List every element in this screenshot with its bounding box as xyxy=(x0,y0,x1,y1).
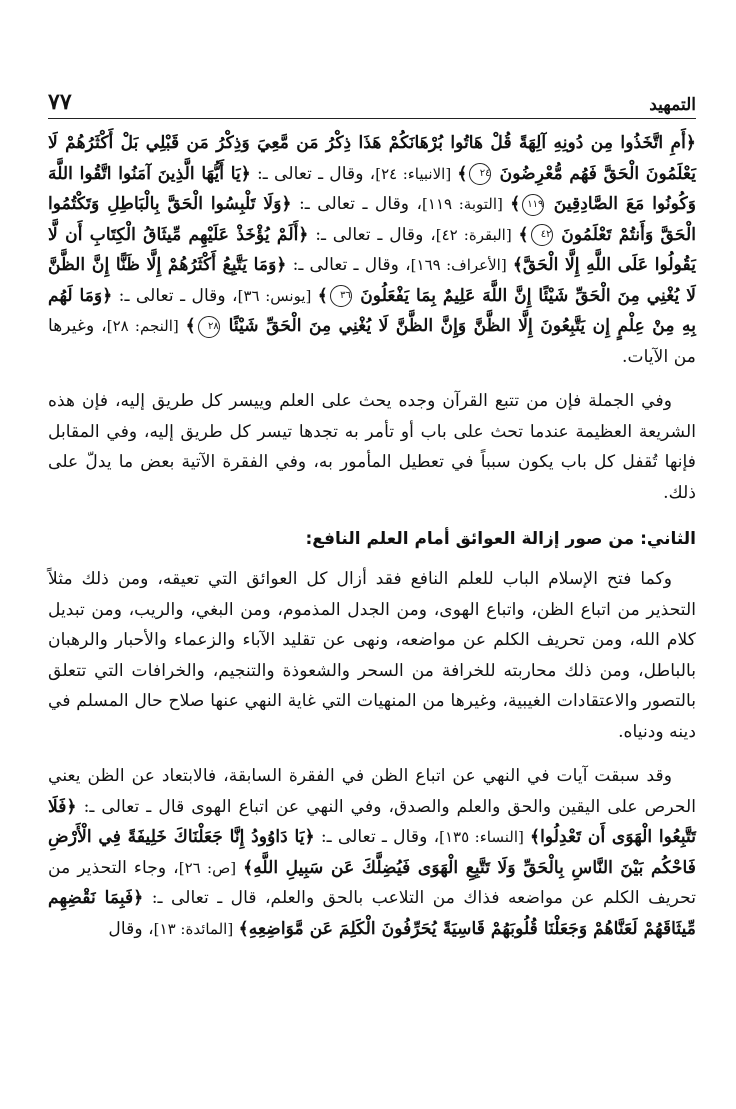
body-text: ، وقال ـ تعالى ـ: xyxy=(320,827,440,847)
quran-verse: ﴿فَلَا تَتَّبِعُوا الْهَوَى أَن تَعْدِلُوا﴾ xyxy=(48,796,697,847)
header-rule xyxy=(48,118,696,119)
body-text: ، وغيرها من الآيات. xyxy=(48,316,696,367)
paragraph-quran-verses: ﴿أَمِ اتَّخَذُوا مِن دُونِهِ آلِهَةً قُلْ هَاتُوا بُرْهَانَكُمْ هَذَا ذِكْرُ مَن مَّعِيَ وَذِكْرُ مَن قَبْلِي بَلْ أَكْثَرُهُمْ لَا يَعْلَمُونَ الْحَقَّ فَهُم مُّعْرِضُونَ ٢٤﴾ [الانبياء: ٢٤]، وقال ـ تعالى ـ: ﴿يَا أَيُّهَا الَّذِينَ آمَنُوا اتَّقُوا اللَّهَ وَكُونُوا مَعَ الصَّادِقِينَ ١١٩﴾ [التوبة: ١١٩]، وقال ـ تعالى ـ: ﴿وَلَا تَلْبِسُوا الْحَقَّ بِالْبَاطِلِ وَتَكْتُمُوا الْحَقَّ وَأَنتُمْ تَعْلَمُونَ ٤٢﴾ [البقرة: ٤٢]، وقال ـ تعالى ـ: ﴿أَلَمْ يُؤْخَذْ عَلَيْهِم مِّيثَاقُ الْكِتَابِ أَن لَّا يَقُولُوا عَلَى اللَّهِ إِلَّا الْحَقَّ﴾ [الأعراف: ١٦٩]، وقال ـ تعالى ـ: ﴿وَمَا يَتَّبِعُ أَكْثَرُهُمْ إِلَّا ظَنًّا إِنَّ الظَّنَّ لَا يُغْنِي مِنَ الْحَقِّ شَيْئًا إِنَّ اللَّهَ عَلِيمٌ بِمَا يَفْعَلُونَ ٣٦﴾ [يونس: ٣٦]، وقال ـ تعالى ـ: ﴿وَمَا لَهُم بِهِ مِنْ عِلْمٍ إِن يَتَّبِعُونَ إِلَّا الظَّنَّ وَإِنَّ الظَّنَّ لَا يُغْنِي مِنَ الْحَقِّ شَيْئًا ٢٨﴾ [النجم: ٢٨]، وغيرها من الآيات. xyxy=(48,133,697,367)
running-title: التمهيد xyxy=(649,95,696,115)
paragraph-desire-verses xyxy=(48,761,696,944)
quran-verse: ﴿أَمِ اتَّخَذُوا مِن دُونِهِ آلِهَةً قُلْ هَاتُوا بُرْهَانَكُمْ هَذَا ذِكْرُ مَن مَّعِيَ وَذِكْرُ مَن قَبْلِي بَلْ أَكْثَرُهُمْ لَا يَعْلَمُونَ الْحَقَّ فَهُم مُّعْرِضُونَ xyxy=(48,133,697,184)
quran-verse: ﴿وَمَا لَهُم بِهِ مِنْ عِلْمٍ إِن يَتَّبِعُونَ إِلَّا الظَّنَّ وَإِنَّ الظَّنَّ لَا يُغْنِي مِنَ الْحَقِّ شَيْئًا xyxy=(48,285,696,336)
quran-verse: ﴿وَمَا يَتَّبِعُ أَكْثَرُهُمْ إِلَّا ظَنًّا إِنَّ الظَّنَّ لَا يُغْنِي مِنَ الْحَقِّ شَيْئًا إِنَّ اللَّهَ عَلِيمٌ بِمَا يَفْعَلُونَ xyxy=(48,255,696,306)
ayah-number-mark: ٣٦ xyxy=(330,285,352,307)
verse-reference: [المائدة: ١٣] xyxy=(153,919,234,938)
page-header xyxy=(48,85,696,115)
page-number: ٧٧ xyxy=(48,89,72,115)
ayah-number-mark: ٢٨ xyxy=(198,316,220,338)
verse-reference: [البقرة: ٤٢] xyxy=(435,225,512,244)
body-text: ، وقال ـ تعالى ـ: xyxy=(118,285,238,306)
quran-verse: ﴿وَلَا تَلْبِسُوا الْحَقَّ بِالْبَاطِلِ وَتَكْتُمُوا الْحَقَّ وَأَنتُمْ تَعْلَمُونَ xyxy=(48,194,696,245)
quran-verse: ﴿فَبِمَا نَقْضِهِم مِّيثَاقَهُمْ لَعَنَّاهُمْ وَجَعَلْنَا قُلُوبَهُمْ قَاسِيَةً يُحَرِّفُونَ الْكَلِمَ عَن مَّوَاضِعِهِ﴾ xyxy=(48,888,696,939)
quran-verse: ﴿يَا أَيُّهَا الَّذِينَ آمَنُوا اتَّقُوا اللَّهَ وَكُونُوا مَعَ الصَّادِقِينَ xyxy=(48,163,696,214)
verse-reference: [ص: ٢٦] xyxy=(178,858,237,877)
verse-reference: [الأعراف: ١٦٩] xyxy=(410,256,507,274)
body-text: وقد سبقت آيات في النهي عن اتباع الظن في الفقرة السابقة، فالابتعاد عن الظن يعني الحرص على اليقين والحق والعلم والصدق، وفي النهي عن اتباع الهوى قال ـ تعالى ـ: xyxy=(48,766,696,817)
quran-verse: ﴿أَلَمْ يُؤْخَذْ عَلَيْهِم مِّيثَاقُ الْكِتَابِ أَن لَّا يَقُولُوا عَلَى اللَّهِ إِلَّا الْحَقَّ﴾ xyxy=(48,224,696,275)
body-text: ، وقال ـ تعالى ـ: xyxy=(257,163,376,184)
ayah-number-mark: ٢٤ xyxy=(469,163,491,185)
page-body xyxy=(48,128,696,944)
verse-reference: [النساء: ١٣٥] xyxy=(439,828,524,846)
paragraph-obstacles: وكما فتح الإسلام الباب للعلم النافع فقد أزال كل العوائق التي تعيقه، ومن ذلك مثلاً التحذير من اتباع الظن، واتباع الهوى، ومن الجدل المذموم، ومن البغي، والريب، ومن تبديل كلام الله، ومن تحريف الكلم عن مواضعه، ونهى عن تقليد الآباء والزعماء والأحبار والرهبان بالباطل، ومن ذلك محاربته للخرافة من السحر والشعوذة والتنجيم، والخرافات التي تتعلق بالتصور والاعتقادات الغيبية، وغيرها من المنهيات التي غاية النهي عنها صلاح حال المسلم في دينه ودنياه. xyxy=(48,569,696,742)
section-heading: الثاني: من صور إزالة العوائق أمام العلم النافع: xyxy=(305,529,696,549)
body-text: ، وقال ـ تعالى ـ: xyxy=(298,194,423,214)
body-text: ، وجاء التحذير من تحريف الكلم عن مواضعه فذاك من التلاعب بالحق والعلم، قال ـ تعالى ـ: xyxy=(48,857,697,908)
verse-reference: [التوبة: ١١٩] xyxy=(422,195,503,213)
body-text: ، وقال xyxy=(108,918,154,939)
paragraph-summary: وفي الجملة فإن من تتبع القرآن وجده يحث على العلم وييسر كل طريق إليه، فإن هذه الشريعة العظيمة عندما تحث على باب أو تأمر به تجدها تيسر كل طريق إليه، وفي المقابل فإنها تُقفل كل باب يكون سبباً في تعطيل المأمور به، وفي الفقرة الآتية بعض ما يدلّ على ذلك. xyxy=(48,391,696,503)
verse-reference: [يونس: ٣٦] xyxy=(237,286,312,305)
verse-reference: [الانبياء: ٢٤] xyxy=(375,164,452,183)
body-text: ، وقال ـ تعالى ـ: xyxy=(315,224,436,245)
quran-verse: ﴿يَا دَاوُودُ إِنَّا جَعَلْنَاكَ خَلِيفَةً فِي الْأَرْضِ فَاحْكُم بَيْنَ النَّاسِ بِالْحَقِّ وَلَا تَتَّبِعِ الْهَوَى فَيُضِلَّكَ عَن سَبِيلِ اللَّهِ﴾ xyxy=(48,827,696,878)
ayah-number-mark: ١١٩ xyxy=(522,194,544,216)
ayah-number-mark: ٤٢ xyxy=(531,224,553,246)
body-text: ، وقال ـ تعالى ـ: xyxy=(292,255,411,275)
verse-reference: [النجم: ٢٨] xyxy=(106,317,179,335)
